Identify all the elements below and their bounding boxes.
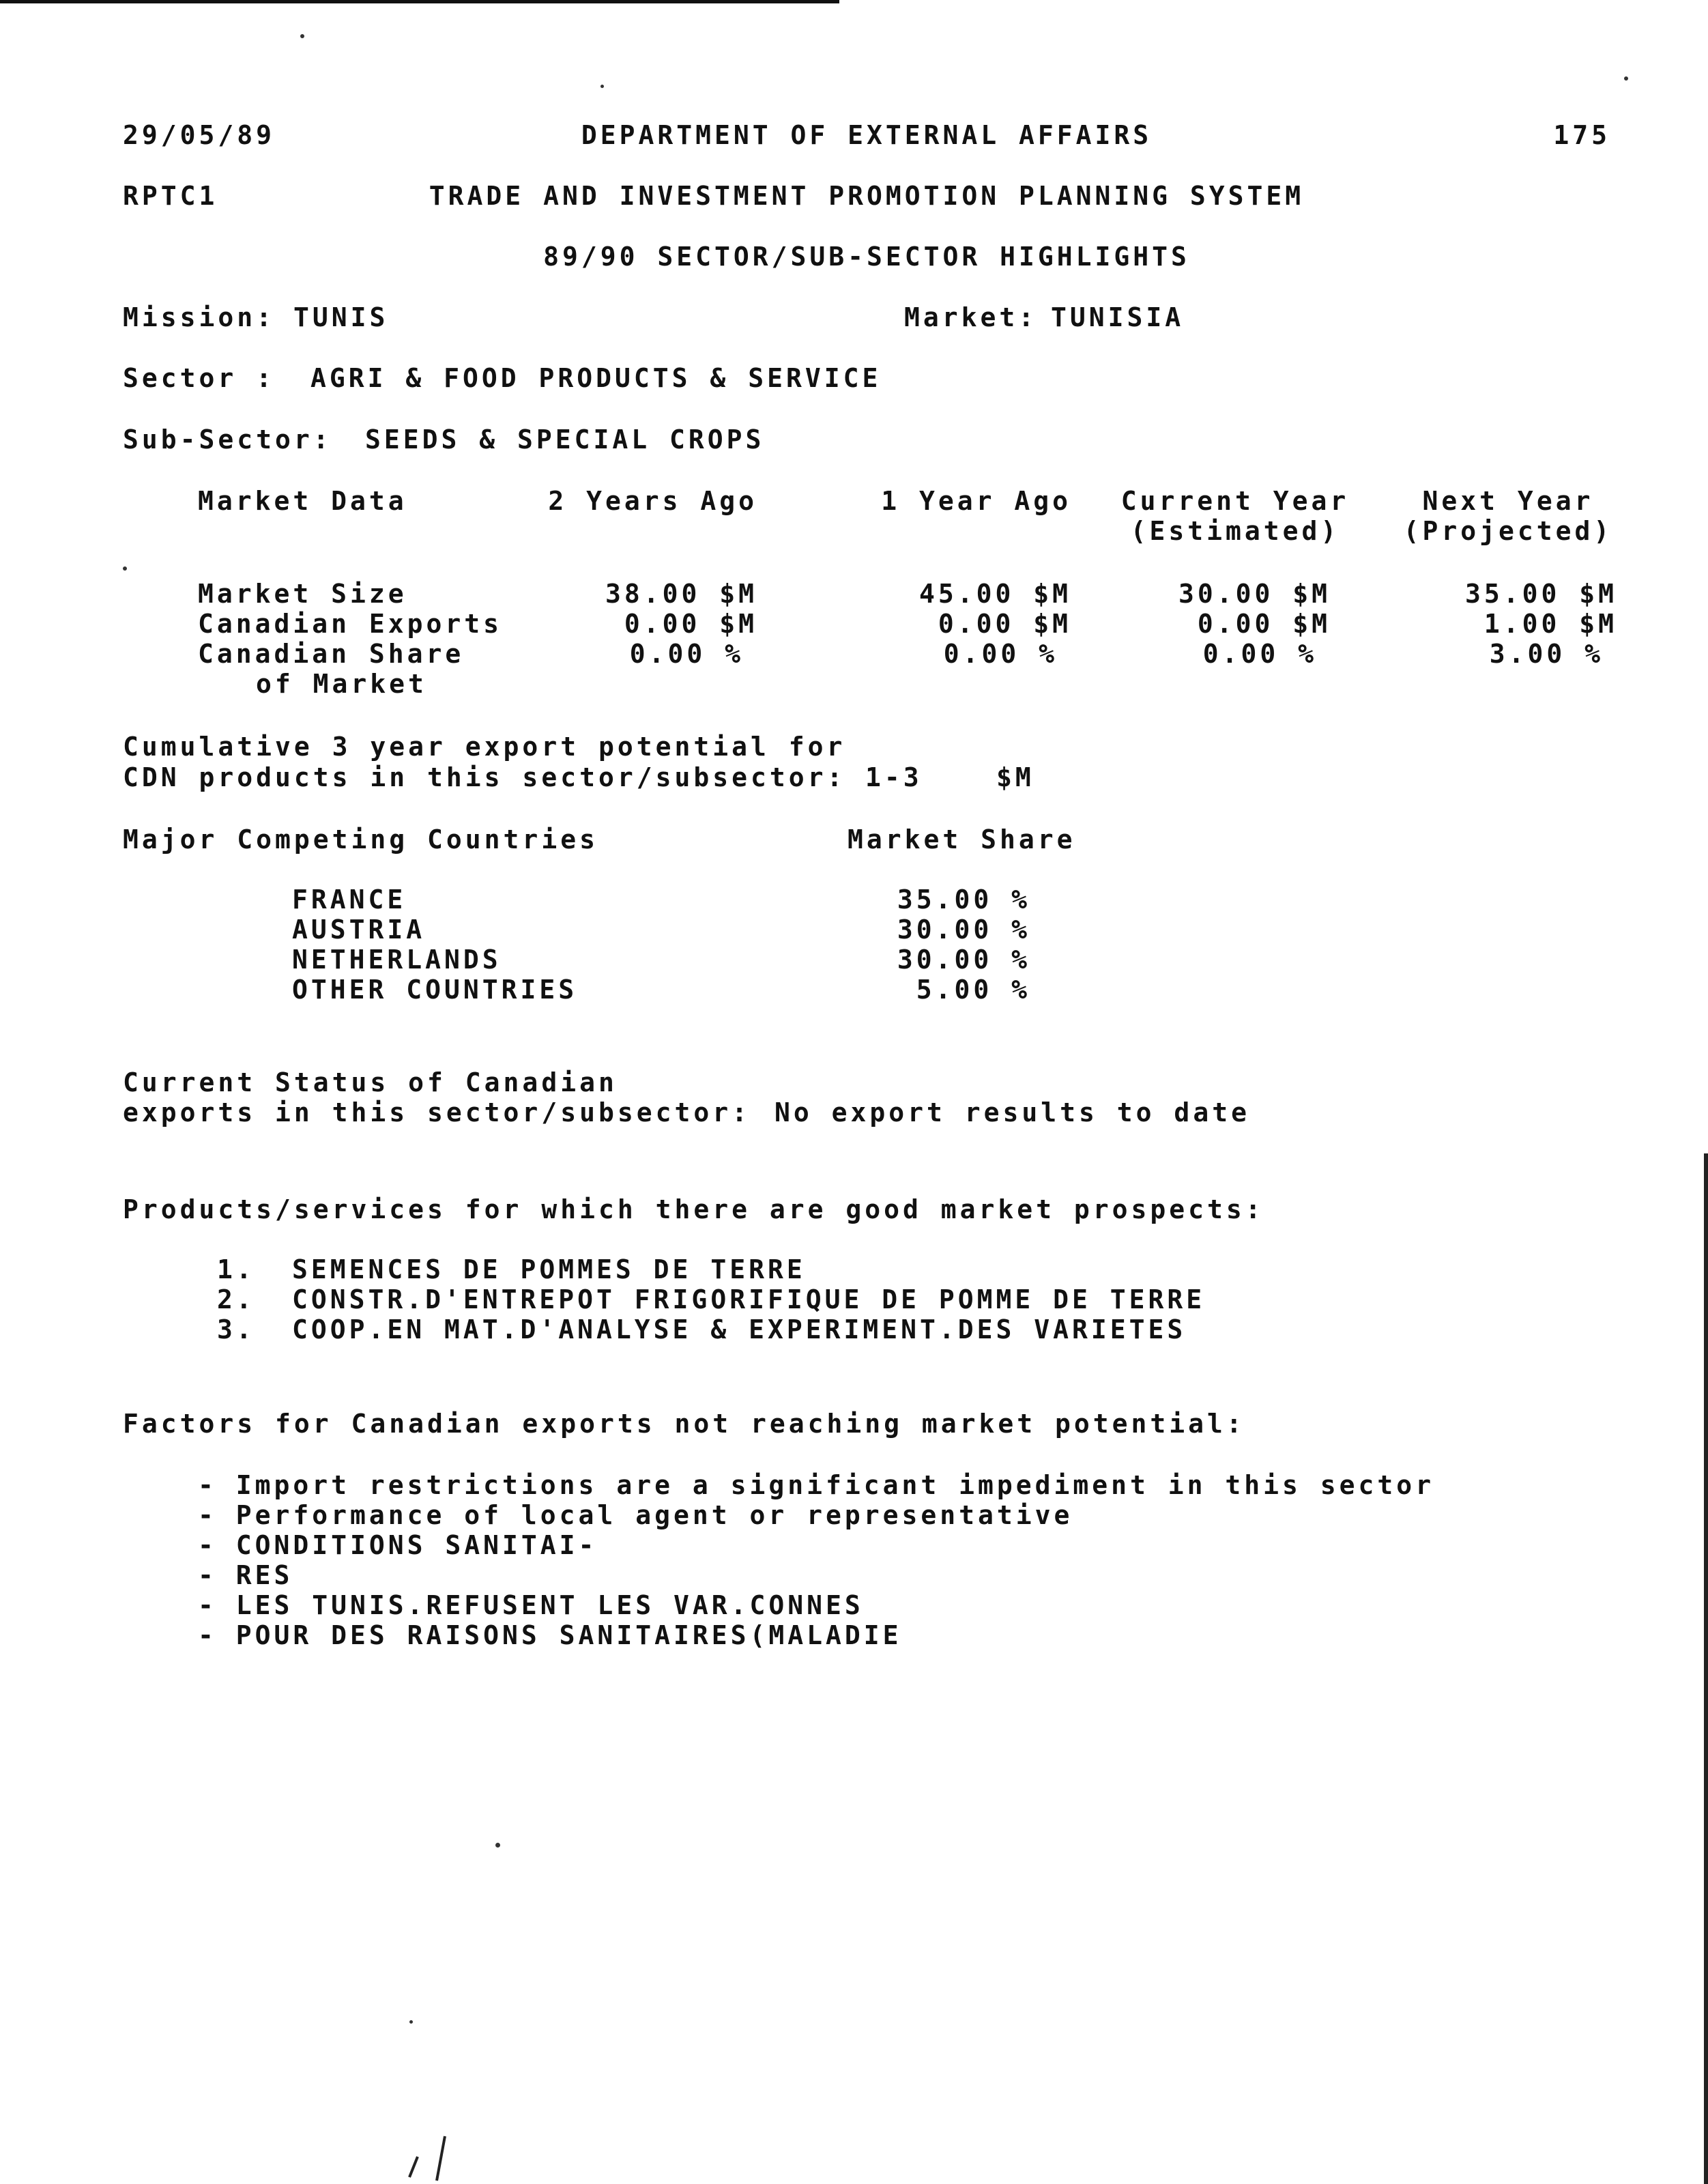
mission-value: TUNIS (293, 302, 389, 332)
cell-market-size-next: 35.00 $M (1464, 579, 1617, 609)
market-label: Market: (904, 302, 1038, 332)
scan-speck (123, 566, 127, 571)
subsector-label: Sub-Sector: (123, 425, 332, 455)
prospect-number: 1. (217, 1254, 255, 1284)
col-header-next-year: Next Year (1422, 486, 1594, 516)
factor-item: - POUR DES RAISONS SANITAIRES(MALADIE (198, 1620, 902, 1650)
col-header-2-years-ago: 2 Years Ago (548, 486, 757, 516)
cell-market-size-2y: 38.00 $M (605, 579, 757, 609)
col-subheader-estimated: (Estimated) (1130, 516, 1340, 546)
report-title: 89/90 SECTOR/SUB-SECTOR HIGHLIGHTS (543, 242, 1190, 272)
cell-exports-current: 0.00 $M (1197, 609, 1331, 639)
scan-speck (409, 2020, 413, 2024)
cell-market-size-current: 30.00 $M (1178, 579, 1331, 609)
scan-speck (300, 34, 304, 38)
cell-market-size-1y: 45.00 $M (918, 579, 1071, 609)
cell-share-2y: 0.00 % (629, 639, 744, 669)
competitor-country: AUSTRIA (292, 915, 426, 945)
competitor-share: 30.00 % (897, 915, 1030, 945)
cell-share-current: 0.00 % (1202, 639, 1317, 669)
prospect-number: 2. (217, 1284, 255, 1314)
cumulative-line-2: CDN products in this sector/subsector: (123, 762, 846, 792)
system-name: TRADE AND INVESTMENT PROMOTION PLANNING SYSTEM (429, 181, 1305, 211)
cell-exports-1y: 0.00 $M (938, 609, 1071, 639)
row-label-of-market: of Market (256, 669, 427, 699)
sector-label: Sector : (123, 363, 276, 393)
prospect-item: COOP.EN MAT.D'ANALYSE & EXPERIMENT.DES VARIETES (292, 1314, 1187, 1345)
status-line-2: exports in this sector/subsector: (123, 1097, 751, 1127)
subsector-value: SEEDS & SPECIAL CROPS (365, 425, 765, 455)
competitor-share: 30.00 % (897, 945, 1030, 975)
col-header-market-data: Market Data (198, 486, 407, 516)
market-share-header: Market Share (848, 824, 1076, 854)
status-line-1: Current Status of Canadian (123, 1067, 618, 1097)
factor-item: - Performance of local agent or representative (198, 1500, 1073, 1530)
competitor-share: 35.00 % (897, 885, 1030, 915)
scan-edge-right (1704, 1153, 1708, 2184)
scan-speck (495, 1843, 500, 1848)
factor-item: - Import restrictions are a significant impediment in this sector (198, 1470, 1435, 1500)
competitor-country: NETHERLANDS (292, 945, 502, 975)
competitor-share: 5.00 % (916, 975, 1030, 1005)
pen-stroke-mark (382, 2075, 464, 2184)
row-label-canadian-exports: Canadian Exports (198, 609, 503, 639)
market-value: TUNISIA (1051, 302, 1185, 332)
department-title: DEPARTMENT OF EXTERNAL AFFAIRS (581, 120, 1153, 150)
scan-speck (600, 85, 604, 88)
prospect-item: SEMENCES DE POMMES DE TERRE (292, 1254, 806, 1284)
cumulative-unit: $M (996, 762, 1034, 792)
prospect-item: CONSTR.D'ENTREPOT FRIGORIFIQUE DE POMME DE TERRE (292, 1284, 1206, 1314)
factor-item: - LES TUNIS.REFUSENT LES VAR.CONNES (198, 1590, 864, 1620)
competitor-country: FRANCE (292, 885, 407, 915)
competitor-country: OTHER COUNTRIES (292, 975, 578, 1005)
competitors-header: Major Competing Countries (123, 824, 598, 854)
cell-exports-next: 1.00 $M (1483, 609, 1617, 639)
col-header-current-year: Current Year (1120, 486, 1350, 516)
cumulative-line-1: Cumulative 3 year export potential for (123, 732, 846, 762)
scan-speck (1624, 76, 1628, 81)
row-label-market-size: Market Size (198, 579, 407, 609)
factor-item: - RES (198, 1560, 293, 1590)
sector-value: AGRI & FOOD PRODUCTS & SERVICE (310, 363, 882, 393)
scan-edge-top (0, 0, 839, 3)
cell-share-1y: 0.00 % (943, 639, 1058, 669)
report-date: 29/05/89 (123, 120, 276, 150)
factors-heading: Factors for Canadian exports not reaching market potential: (123, 1409, 1245, 1439)
mission-label: Mission: (123, 302, 276, 332)
factor-item: - CONDITIONS SANITAI- (198, 1530, 598, 1560)
col-subheader-projected: (Projected) (1403, 516, 1613, 546)
row-label-canadian-share: Canadian Share (198, 639, 465, 669)
cell-share-next: 3.00 % (1489, 639, 1604, 669)
cumulative-range: 1-3 (865, 762, 923, 792)
report-code: RPTC1 (123, 181, 218, 211)
cell-exports-2y: 0.00 $M (624, 609, 757, 639)
prospect-number: 3. (217, 1314, 255, 1345)
status-value: No export results to date (775, 1097, 1250, 1127)
page-number: 175 (1553, 120, 1610, 150)
col-header-1-year-ago: 1 Year Ago (881, 486, 1071, 516)
prospects-heading: Products/services for which there are good market prospects: (123, 1194, 1264, 1224)
